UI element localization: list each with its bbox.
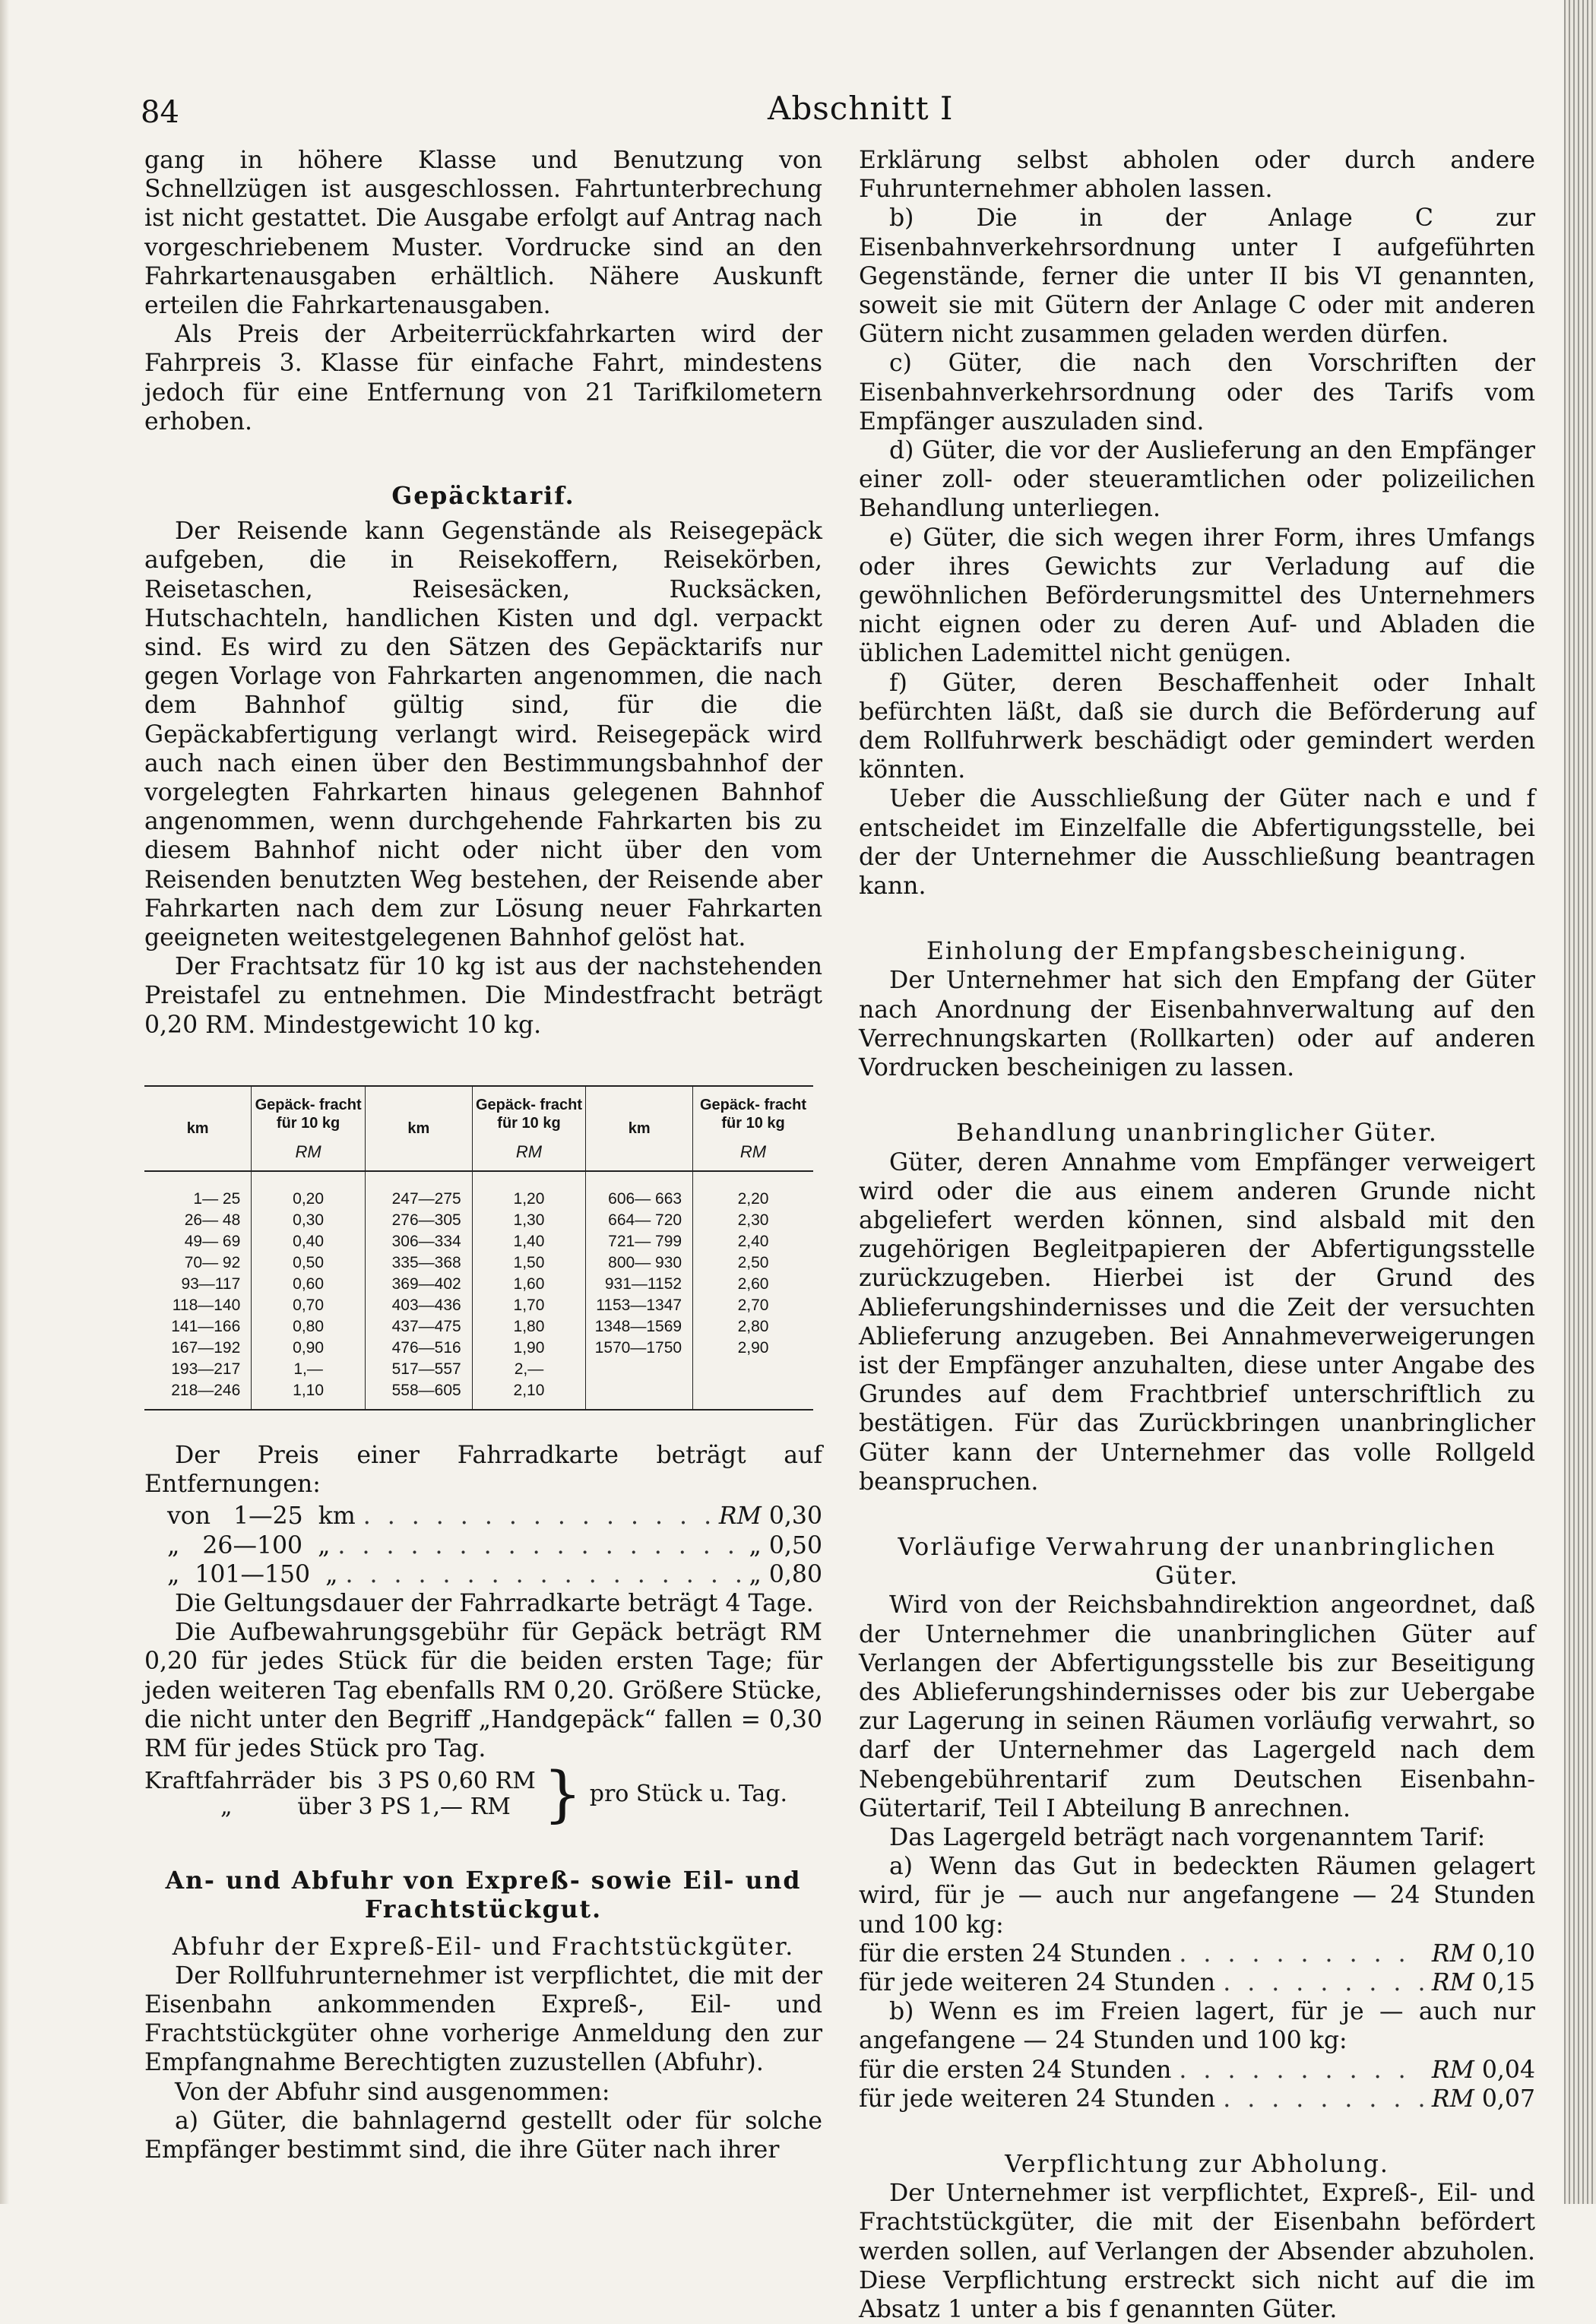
paragraph: Wird von der Reichsbahndirektion angeordnet, daß der Unternehmer die unanbringlichen Güter auf Verlangen der Abfertigungsstelle bis zur Beseitigung des Ablieferungshindernisses oder bis zur Uebergabe zur Lagerung in seinen Räumen vorläufig verwahrt, so darf der Unternehmer das Lagergeld nach dem Nebengebührentarif zum Deutschen Eisenbahn-Gütertarif, Teil I Abteilung B anrechnen. [859, 1591, 1535, 1822]
price-row: für die ersten 24 Stunden . . . RM 0,10 [859, 1939, 1535, 1968]
table-row: 193—217 1,— 517—557 2,— [144, 1359, 813, 1380]
kraftfahrraeder-rates: Kraftfahrräder bis 3 PS 0,60 RM „ über 3 PS 1,— RM } pro Stück u. Tag. [144, 1759, 788, 1830]
paragraph: Güter, deren Annahme vom Empfänger verweigert wird oder die aus einem anderen Grunde nicht abgeliefert werden können, sind alsbald mit den zugehörigen Begleitpapieren der Abfertigungsstelle zurückzugeben. Hierbei ist der Grund des Ablieferungshindernisses und die Zeit der versuchten Ablieferung anzugeben. Bei Annahmeverweigerungen ist der Empfänger anzuhalten, diese unter Angabe des Grundes auf dem Frachtbrief unterschriftlich zu bestätigen. Für das Zurückbringen unanbringlicher Güter kann der Unternehmer das volle Rollgeld beanspruchen. [859, 1148, 1535, 1496]
paragraph: e) Güter, die sich wegen ihrer Form, ihres Umfangs oder ihres Gewichts zur Verladung auf die gewöhnlichen Beförderungsmittel des Unternehmers nicht eignen oder zu deren Auf- und Abladen die üblichen Lademittel nicht genügen. [859, 524, 1535, 668]
column-header-fracht: Gepäck- fracht für 10 kg RM [472, 1086, 586, 1171]
column-header-km: km [144, 1086, 252, 1171]
price-row: „ 26—100 „ . . . „ 0,50 [167, 1531, 822, 1560]
paragraph: Das Lagergeld beträgt nach vorgenanntem Tarif: [889, 1823, 1486, 1851]
paragraph: b) Die in der Anlage C zur Eisenbahnverkehrsordnung unter I aufgeführten Gegenstände, ferner die unter II bis VI genannten, soweit sie mit Gütern der Anlage C oder mit anderen Gütern nicht zusammen geladen werden dürfen. [859, 204, 1535, 349]
right-column [859, 146, 1535, 2324]
paragraph: gang in höhere Klasse und Benutzung von Schnellzügen ist ausgeschlossen. Fahrtunterbrechung ist nicht gestattet. Die Ausgabe erfolgt auf Antrag nach vorgeschriebenem Muster. Vordrucke sind an den Fahrkartenausgaben erhältlich. Nähere Auskunft erteilen die Fahrkartenausgaben. [144, 147, 822, 320]
table-row: 141—166 0,80 437—475 1,80 1348—1569 2,80 [144, 1316, 813, 1338]
page-number: 84 [141, 95, 179, 130]
paragraph: Der Preis einer Fahrradkarte beträgt auf Entfernungen: [144, 1441, 822, 1499]
subheading-abholung: Verpflichtung zur Abholung. [1005, 2151, 1389, 2178]
paragraph: Die Aufbewahrungsgebühr für Gepäck beträgt RM 0,20 für jedes Stück für die beiden ersten Tage; für jeden weiteren Tag ebenfalls RM 0,20. Größere Stücke, die nicht unter den Begriff „Handgepäck“ fallen = 0,30 RM für jedes Stück pro Tag. [144, 1619, 822, 1762]
paragraph: d) Güter, die vor der Auslieferung an den Empfänger einer zoll- oder steueramtlichen oder polizeilichen Behandlung unterliegen. [859, 437, 1535, 523]
page-edge-right [1564, 0, 1596, 2204]
subheading-einholung: Einholung der Empfangsbescheinigung. [926, 938, 1468, 966]
left-column [144, 146, 822, 2164]
paragraph: Als Preis der Arbeiterrückfahrkarten wird der Fahrpreis 3. Klasse für einfache Fahrt, mindestens jedoch für eine Entfernung von 21 Tarifkilometern erhoben. [144, 321, 822, 435]
column-header-km: km [365, 1086, 472, 1171]
paragraph: c) Güter, die nach den Vorschriften der Eisenbahnverkehrsordnung oder des Tarifs vom Empfänger auszuladen sind. [859, 350, 1535, 435]
paragraph: Der Frachtsatz für 10 kg ist aus der nachstehenden Preistafel zu entnehmen. Die Mindestfracht beträgt 0,20 RM. Mindestgewicht 10 kg. [144, 953, 822, 1039]
page-edge-left [0, 0, 9, 2204]
section-heading-gepaecktarif: Gepäcktarif. [391, 482, 575, 511]
paragraph: Der Reisende kann Gegenstände als Reisegepäck aufgeben, die in Reisekoffern, Reisekörben, Reisetaschen, Reisesäcken, Rucksäcken, Hutschachteln, handlichen Kisten und dgl. verpackt sind. Es wird zu den Sätzen des Gepäcktarifs nur gegen Vorlage von Fahrkarten angenommen, die nach dem Bahnhof gültig sind, für die die Gepäckabfertigung verlangt wird. Reisegepäck wird auch nach einen über den Bestimmungsbahnhof der vorgelegten Fahrkarten hinaus gelegenen Bahnhof angenommen, wenn durchgehende Fahrkarten bis zu diesem Bahnhof nicht oder nicht über den vom Reisenden benutzten Weg bestehen, der Reisende aber Fahrkarten nach dem zur Lösung neuer Fahrkarten geeigneten weitestgelegenen Bahnhof gelöst hat. [144, 518, 822, 952]
price-row: für jede weiteren 24 Stunden . . . RM 0,07 [859, 2085, 1535, 2113]
paragraph: a) Güter, die bahnlagernd gestellt oder für solche Empfänger bestimmt sind, die ihre Güter nach ihrer [144, 2107, 822, 2164]
paragraph: Von der Abfuhr sind ausgenommen: [175, 2078, 610, 2106]
table-row: 167—192 0,90 476—516 1,90 1570—1750 2,90 [144, 1338, 813, 1359]
paragraph: Der Unternehmer ist verpflichtet, Expreß-, Eil- und Frachtstückgüter, die mit der Eisenbahn befördert werden sollen, auf Verlangen der Absender abzuholen. Diese Verpflichtung erstreckt sich nicht auf die im Absatz 1 unter a bis f genannten Güter. [859, 2180, 1535, 2324]
column-header-fracht: Gepäck- fracht für 10 kg RM [693, 1086, 813, 1171]
column-header-fracht: Gepäck- fracht für 10 kg RM [252, 1086, 366, 1171]
paragraph: Der Rollfuhrunternehmer ist verpflichtet, die mit der Eisenbahn ankommenden Expreß-, Eil- und Frachtstückgüter ohne vorherige Anmeldung den zur Empfangnahme Berechtigten zuzustellen (Abfuhr). [144, 1961, 822, 2077]
price-row: für jede weiteren 24 Stunden . . . RM 0,15 [859, 1968, 1535, 1997]
subheading-behandlung: Behandlung unanbringlicher Güter. [956, 1119, 1438, 1148]
price-row: „ 101—150 „ . . . „ 0,80 [167, 1560, 822, 1589]
section-heading-an-abfuhr: An- und Abfuhr von Expreß- sowie Eil- und Frachtstückgut. [165, 1866, 802, 1924]
fahrrad-price-list [144, 1502, 822, 1589]
paragraph: Erklärung selbst abholen oder durch andere Fuhrunternehmer abholen lassen. [859, 147, 1535, 204]
paragraph: Ueber die Ausschließung der Güter nach e und f entscheidet im Einzelfalle die Abfertigungsstelle, bei der der Unternehmer die Ausschließung beantragen kann. [859, 785, 1535, 901]
freight-rate-table [144, 1085, 813, 1411]
table-row: 218—246 1,10 558—605 2,10 [144, 1380, 813, 1410]
subheading-abfuhr: Abfuhr der Expreß-Eil- und Frachtstückgüter. [172, 1933, 795, 1961]
paragraph: Die Geltungsdauer der Fahrradkarte beträgt 4 Tage. [175, 1589, 814, 1617]
paragraph: Der Unternehmer hat sich den Empfang der Güter nach Anordnung der Eisenbahnverwaltung auf den Verrechnungskarten (Rollkarten) oder auf anderen Vordrucken bescheinigen zu lassen. [859, 967, 1535, 1082]
price-row: für die ersten 24 Stunden . . . RM 0,04 [859, 2056, 1535, 2085]
column-header-km: km [586, 1086, 693, 1171]
table-row: 26— 48 0,30 276—305 1,30 664— 720 2,30 [144, 1210, 813, 1231]
subheading-verwahrung: Vorläufige Verwahrung der unanbringlichen Güter. [898, 1533, 1496, 1591]
table-row: 93—117 0,60 369—402 1,60 931—1152 2,60 [144, 1274, 813, 1295]
lager-b-list [859, 2056, 1535, 2113]
table-row: 70— 92 0,50 335—368 1,50 800— 930 2,50 [144, 1252, 813, 1274]
running-header: Abschnitt I [768, 90, 954, 127]
table-row: 1— 25 0,20 247—275 1,20 606— 663 2,20 [144, 1171, 813, 1210]
table-row: 49— 69 0,40 306—334 1,40 721— 799 2,40 [144, 1231, 813, 1252]
paragraph: a) Wenn das Gut in bedeckten Räumen gelagert wird, für je — auch nur angefangene — 24 Stunden und 100 kg: [859, 1853, 1535, 1939]
paragraph: f) Güter, deren Beschaffenheit oder Inhalt befürchten läßt, daß sie durch die Beförderung auf dem Rollfuhrwerk beschädigt oder gemindert werden könnten. [859, 669, 1535, 784]
paragraph: b) Wenn es im Freien lagert, für je — auch nur angefangene — 24 Stunden und 100 kg: [859, 1998, 1535, 2055]
table-row: 118—140 0,70 403—436 1,70 1153—1347 2,70 [144, 1295, 813, 1316]
price-row: von 1—25 km . . . RM 0,30 [167, 1502, 822, 1531]
lager-a-list [859, 1939, 1535, 1997]
